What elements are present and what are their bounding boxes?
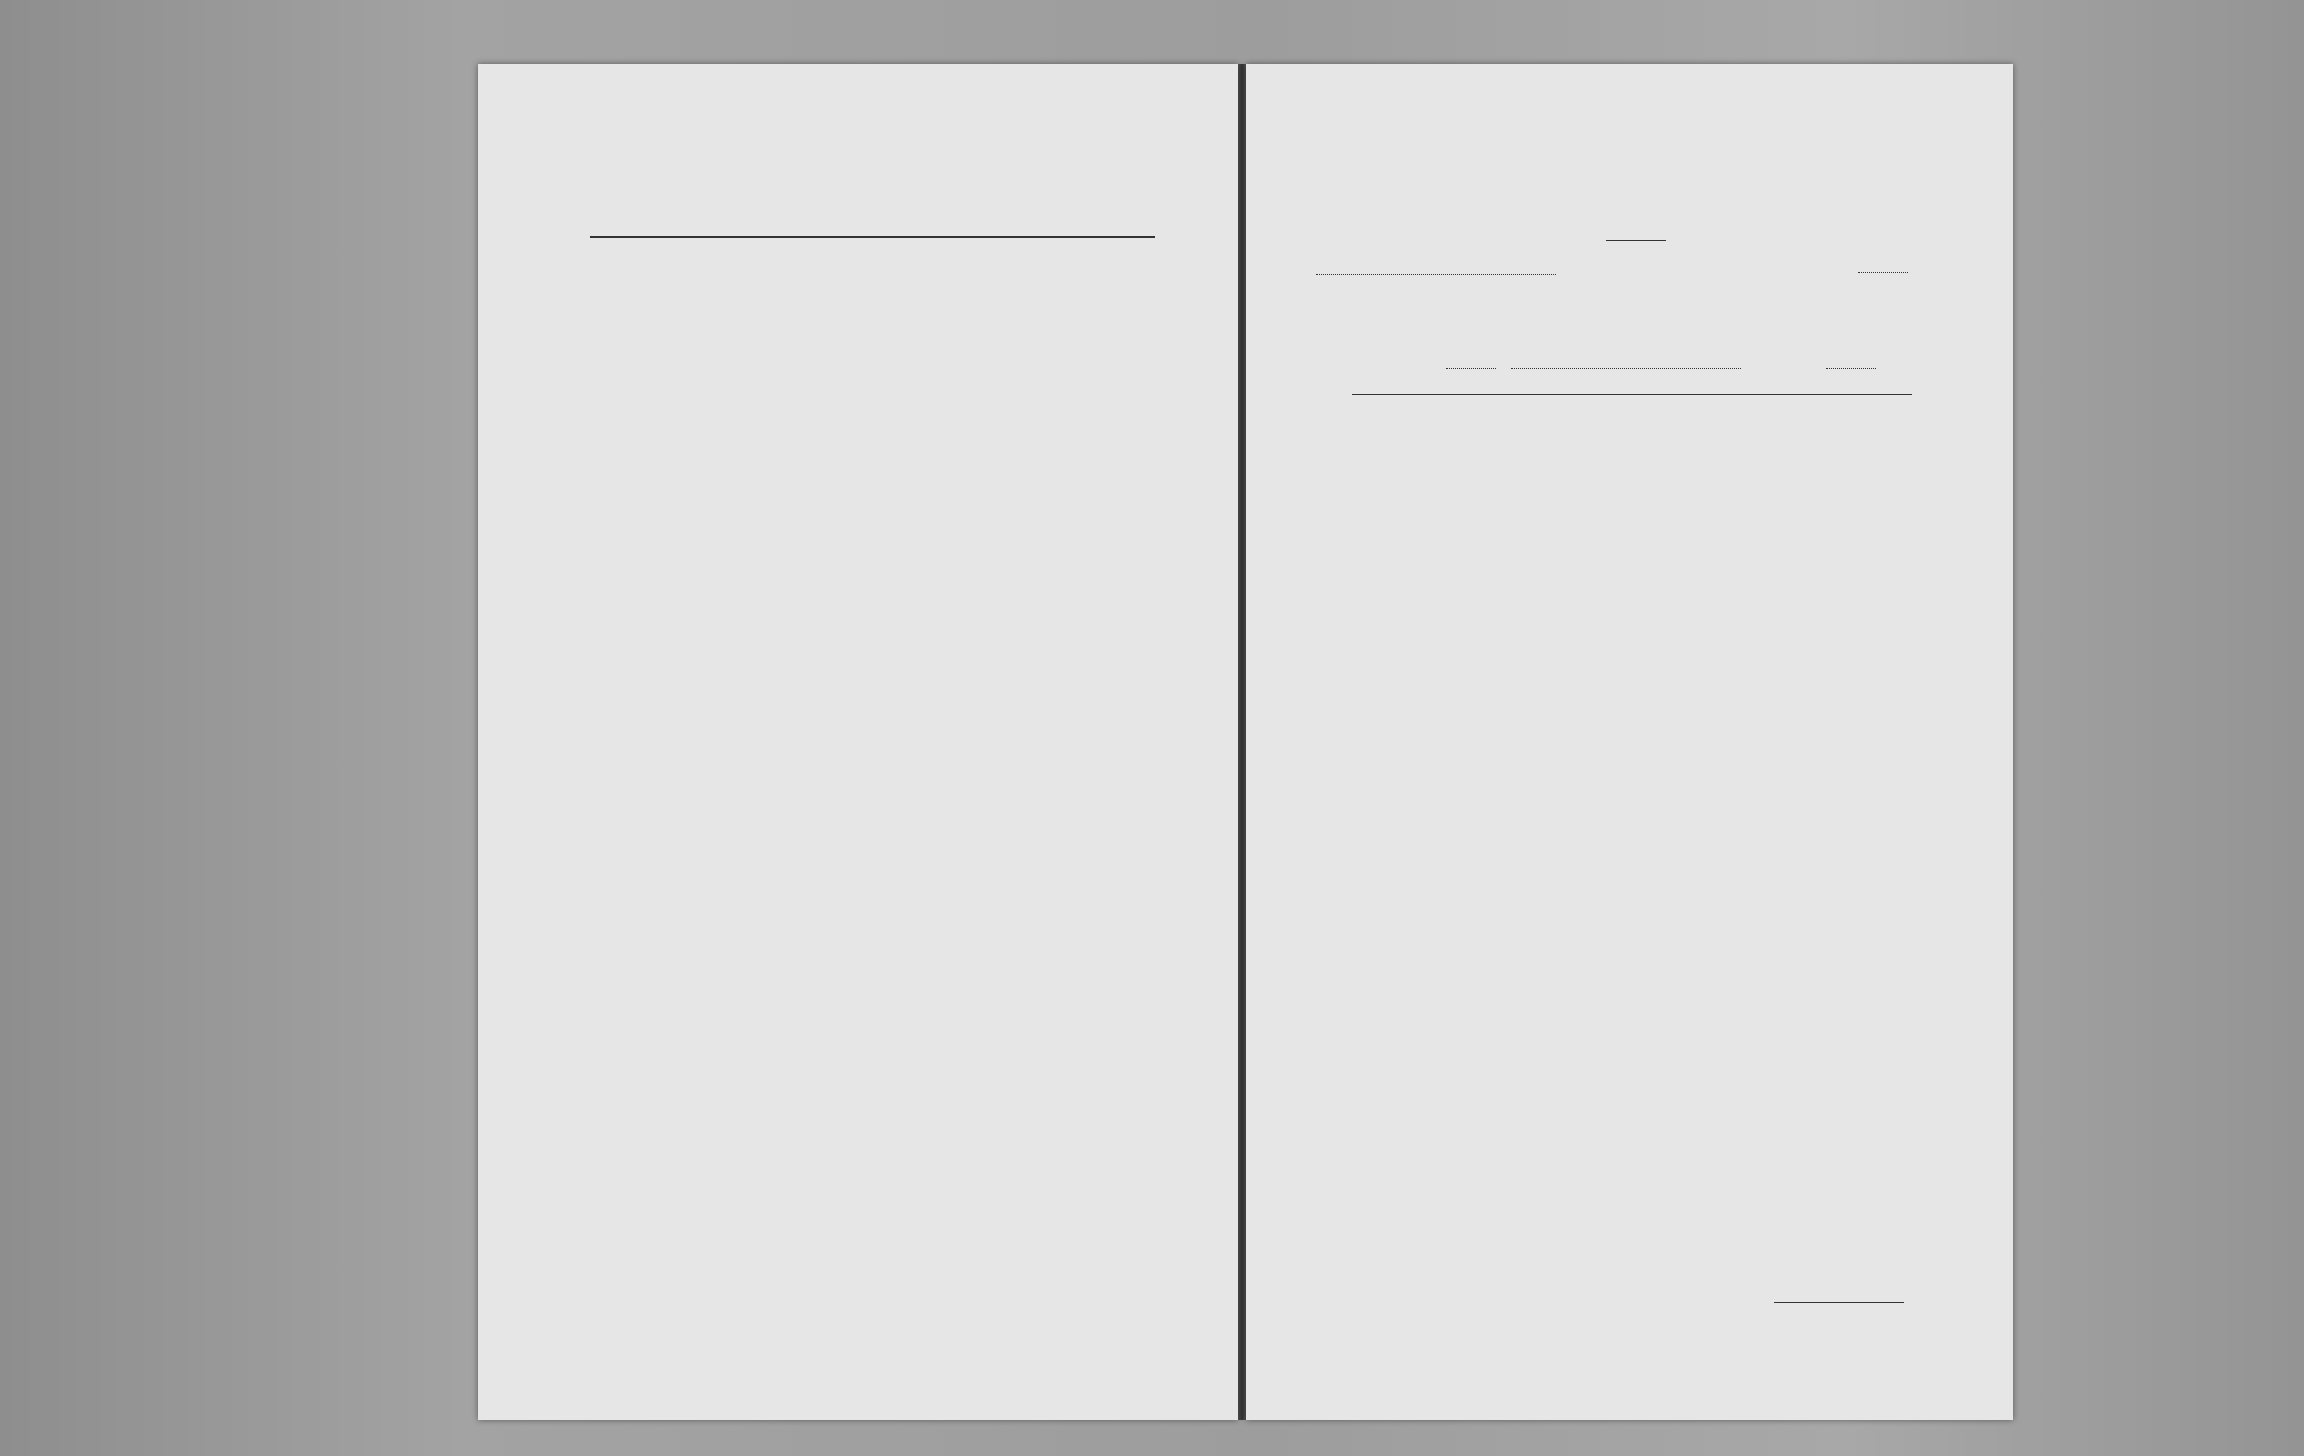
left-page (478, 64, 1238, 1420)
person-table (590, 238, 1155, 1350)
printer-mark (1774, 1302, 1904, 1305)
right-page (1246, 64, 2013, 1420)
